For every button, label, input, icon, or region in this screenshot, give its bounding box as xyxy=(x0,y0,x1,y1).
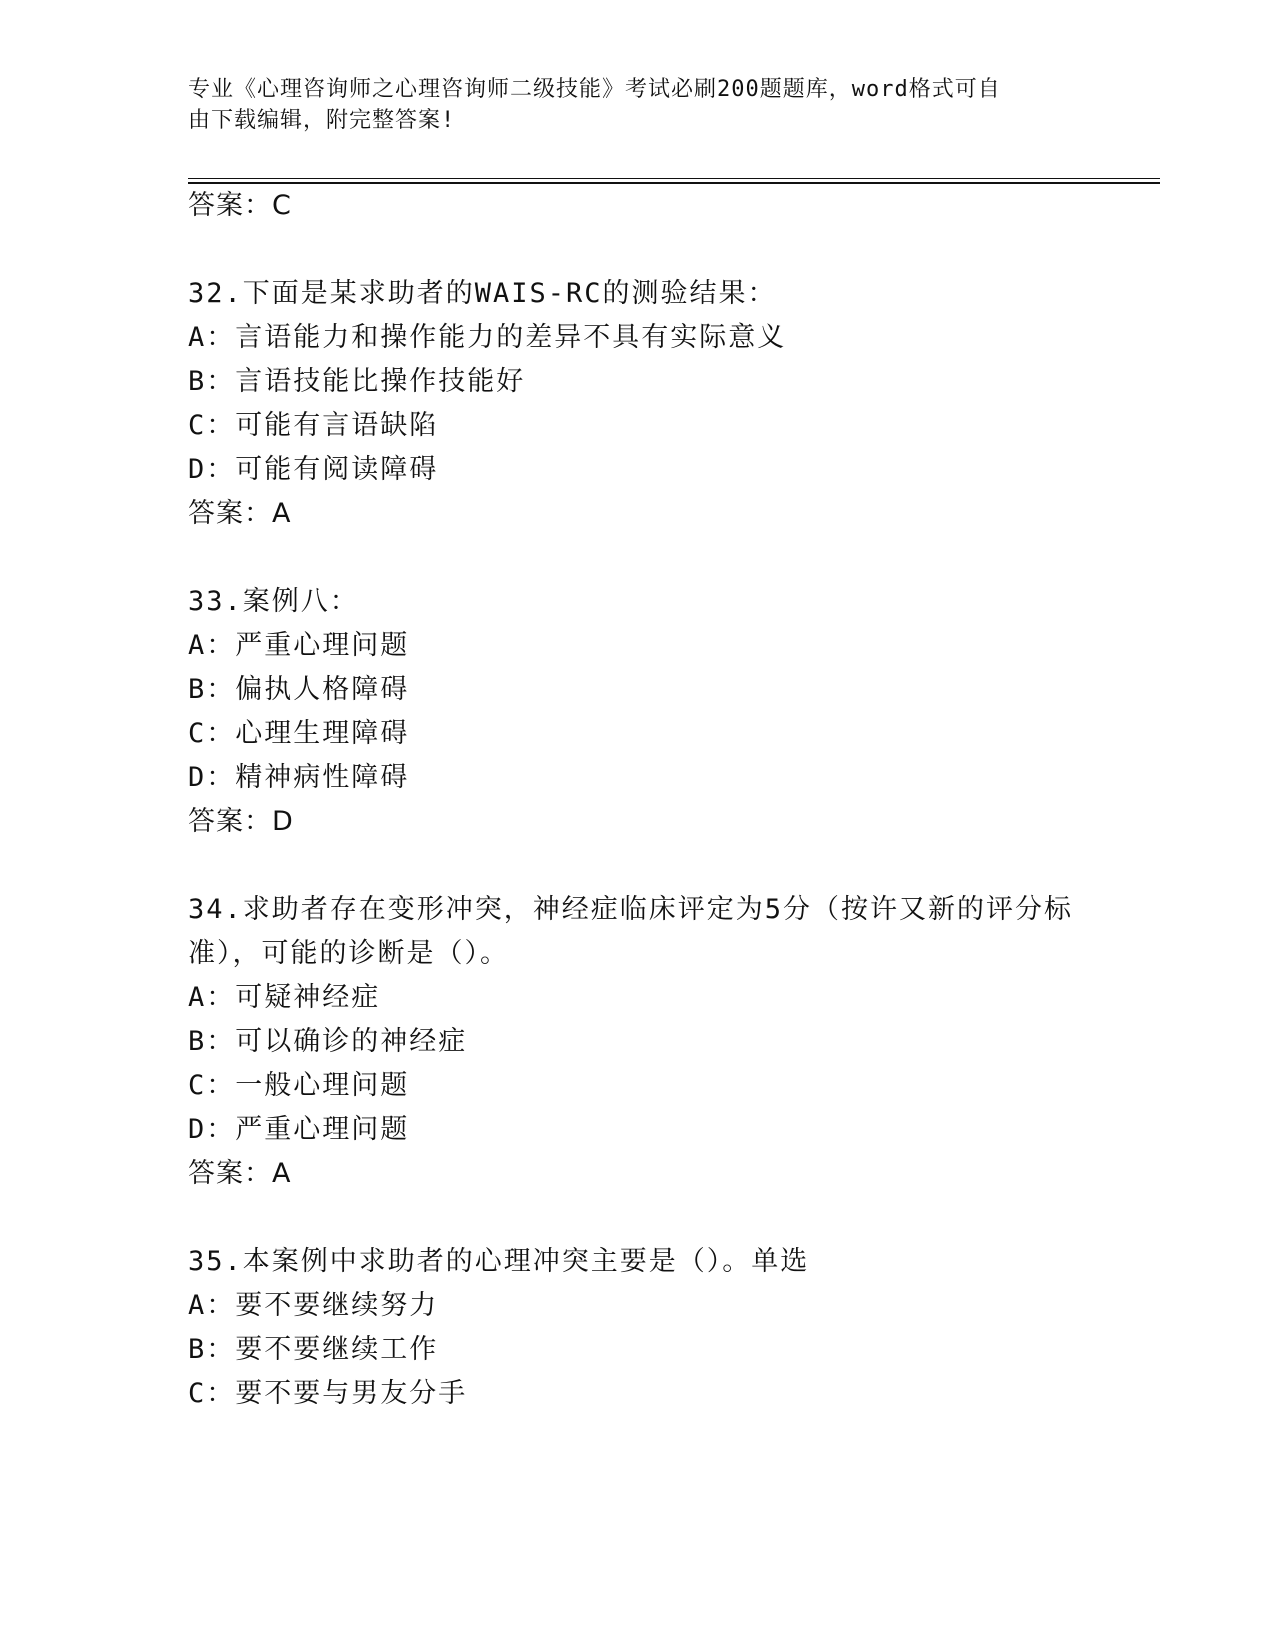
question-35-option-a: A：要不要继续努力 xyxy=(188,1290,439,1321)
question-33-option-a: A：严重心理问题 xyxy=(188,630,410,661)
question-32-option-a: A：言语能力和操作能力的差异不具有实际意义 xyxy=(188,322,787,353)
question-35-option-c: C：要不要与男友分手 xyxy=(188,1378,468,1409)
header-divider-thick xyxy=(188,182,1160,184)
question-34-answer: 答案：A xyxy=(188,1158,292,1189)
question-35-option-b: B：要不要继续工作 xyxy=(188,1334,439,1365)
question-34-option-c: C：一般心理问题 xyxy=(188,1070,410,1101)
question-34-option-b: B：可以确诊的神经症 xyxy=(188,1026,468,1057)
question-33-option-d: D：精神病性障碍 xyxy=(188,762,410,793)
question-34-stem-line-2: 准），可能的诊断是（）。 xyxy=(188,938,509,969)
document-header xyxy=(188,74,1068,136)
question-35-stem: 35.本案例中求助者的心理冲突主要是（）。单选 xyxy=(188,1246,810,1277)
header-line-1: 专业《心理咨询师之心理咨询师二级技能》考试必刷200题题库，word格式可自 xyxy=(188,77,1001,102)
question-32-option-b: B：言语技能比操作技能好 xyxy=(188,366,526,397)
question-34-option-a: A：可疑神经症 xyxy=(188,982,381,1013)
question-33-answer: 答案：D xyxy=(188,806,294,837)
header-line-2: 由下载编辑，附完整答案! xyxy=(188,108,456,133)
question-32-stem: 32.下面是某求助者的WAIS-RC的测验结果： xyxy=(188,278,777,309)
previous-answer: 答案：C xyxy=(188,190,292,221)
question-32-option-d: D：可能有阅读障碍 xyxy=(188,454,439,485)
header-divider-thin xyxy=(188,178,1160,179)
question-32-option-c: C：可能有言语缺陷 xyxy=(188,410,439,441)
question-33-stem: 33.案例八： xyxy=(188,586,359,617)
question-33-option-c: C：心理生理障碍 xyxy=(188,718,410,749)
question-33-option-b: B：偏执人格障碍 xyxy=(188,674,410,705)
question-34-stem-line-1: 34.求助者存在变形冲突，神经症临床评定为5分（按许又新的评分标 xyxy=(188,894,1074,925)
question-34-option-d: D：严重心理问题 xyxy=(188,1114,410,1145)
question-32-answer: 答案：A xyxy=(188,498,292,529)
